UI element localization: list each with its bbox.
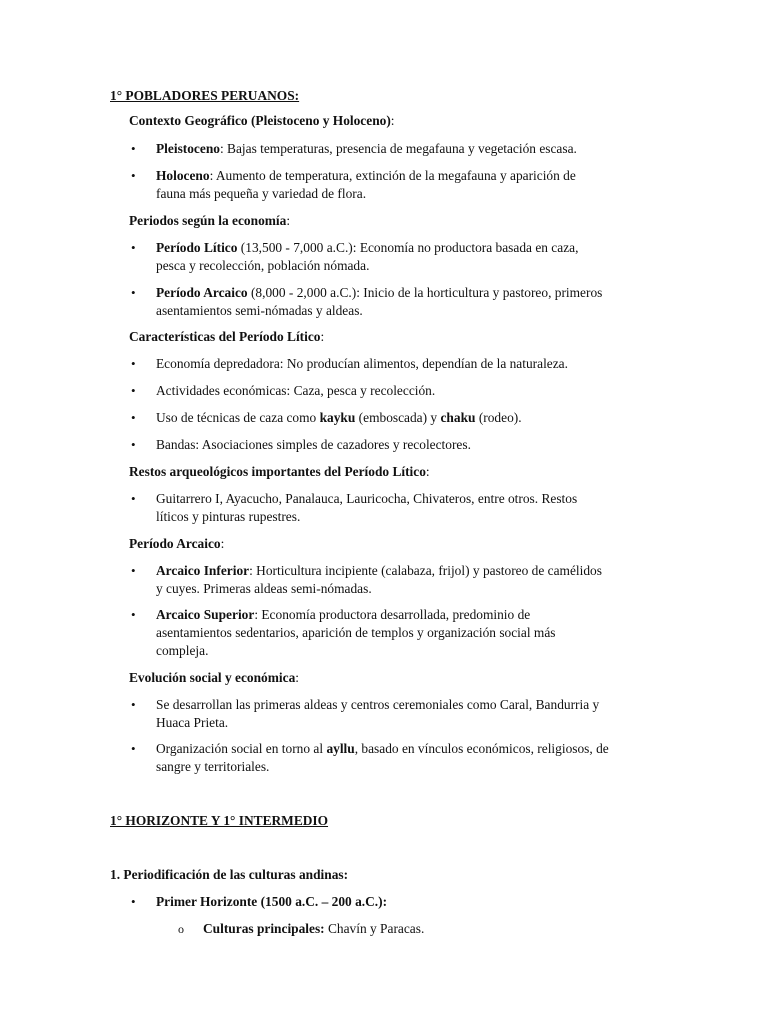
item-text: Chavín y Paracas.	[324, 921, 425, 936]
list-item-continuation: sangre y territoriales.	[156, 759, 270, 774]
list-item-continuation: Huaca Prieta.	[156, 715, 229, 730]
section-title: 1° HORIZONTE Y 1° INTERMEDIO	[110, 813, 329, 828]
heading-colon: :	[295, 670, 299, 685]
item-text: Economía depredadora: No producían alimentos, dependían de la naturaleza.	[156, 356, 568, 371]
heading-text: Periodos según la economía	[129, 213, 287, 228]
list-item	[131, 239, 579, 257]
heading-colon: :	[390, 113, 395, 128]
item-text: Organización social en torno al	[156, 741, 327, 756]
bullet-icon: •	[131, 141, 136, 156]
heading-text: Contexto Geográfico (Pleistoceno y Holoceno)	[129, 113, 391, 128]
item-text: , basado en vínculos económicos, religiosos, de	[354, 741, 609, 756]
bullet-icon: •	[131, 168, 136, 183]
item-bold: kayku	[319, 410, 356, 425]
bullet-icon: •	[131, 410, 136, 425]
list-item	[131, 490, 578, 508]
section-title: 1° POBLADORES PERUANOS:	[110, 88, 300, 103]
item-text: : Bajas temperaturas, presencia de megafauna y vegetación escasa.	[219, 141, 577, 156]
item-text: (13,500 - 7,000 a.C.): Economía no productora basada en caza,	[237, 240, 579, 255]
list-item-continuation: compleja.	[156, 643, 209, 658]
bullet-icon: •	[131, 563, 136, 578]
list-item	[131, 562, 602, 580]
heading-colon: :	[425, 464, 430, 479]
item-bold: Período Lítico	[156, 240, 238, 255]
subsection-heading	[129, 112, 395, 130]
item-text: Uso de técnicas de caza como	[156, 410, 320, 425]
list-item	[131, 409, 522, 427]
subsection-heading	[129, 463, 430, 481]
heading-text: Restos arqueológicos importantes del Período Lítico	[129, 464, 426, 479]
list-item-continuation: asentamientos semi-nómadas y aldeas.	[156, 303, 363, 318]
item-bold: Pleistoceno	[156, 141, 220, 156]
item-text: : Aumento de temperatura, extinción de la megafauna y aparición de	[209, 168, 576, 183]
heading-colon: :	[320, 329, 325, 344]
list-item	[131, 284, 603, 302]
item-bold: Culturas principales:	[203, 921, 325, 936]
subsection-heading	[129, 535, 224, 553]
bullet-icon: •	[131, 356, 136, 371]
item-text: : Economía productora desarrollada, predominio de	[254, 607, 531, 622]
list-item	[131, 140, 577, 158]
numbered-heading: 1. Periodificación de las culturas andinas:	[110, 867, 349, 882]
item-text: Actividades económicas: Caza, pesca y recolección.	[156, 383, 436, 398]
list-item	[131, 436, 471, 454]
item-bold: Período Arcaico	[156, 285, 248, 300]
bullet-icon: •	[131, 240, 136, 255]
item-text: (emboscada) y	[355, 410, 441, 425]
list-item	[131, 740, 609, 758]
bullet-icon: •	[131, 491, 136, 506]
heading-text: Evolución social y económica	[129, 670, 296, 685]
bullet-icon: •	[131, 383, 136, 398]
list-item	[131, 382, 436, 400]
item-text: (8,000 - 2,000 a.C.): Inicio de la horticultura y pastoreo, primeros	[247, 285, 603, 300]
heading-text: Período Arcaico	[129, 536, 221, 551]
item-bold: chaku	[440, 410, 476, 425]
subsection-heading	[129, 669, 299, 687]
item-text: (rodeo).	[475, 410, 522, 425]
list-item	[131, 606, 531, 624]
list-item-continuation: pesca y recolección, población nómada.	[156, 258, 370, 273]
heading-colon: :	[220, 536, 225, 551]
bullet-icon: •	[131, 741, 136, 756]
list-item-continuation: asentamientos sedentarios, aparición de templos y organización social más	[156, 625, 556, 640]
list-item	[131, 355, 568, 373]
bullet-icon: •	[131, 894, 136, 909]
item-text: Guitarrero I, Ayacucho, Panalauca, Lauricocha, Chivateros, entre otros. Restos	[156, 491, 578, 506]
item-bold: Primer Horizonte (1500 a.C. – 200 a.C.):	[156, 894, 388, 909]
item-text: Bandas: Asociaciones simples de cazadores y recolectores.	[156, 437, 471, 452]
item-bold: ayllu	[326, 741, 355, 756]
item-text: : Horticultura incipiente (calabaza, frijol) y pastoreo de camélidos	[249, 563, 602, 578]
circle-bullet-icon: o	[178, 922, 184, 936]
bullet-icon: •	[131, 285, 136, 300]
list-item-continuation: líticos y pinturas rupestres.	[156, 509, 301, 524]
bullet-icon: •	[131, 607, 136, 622]
list-item	[131, 167, 576, 185]
heading-colon: :	[286, 213, 291, 228]
item-bold: Arcaico Inferior	[156, 563, 250, 578]
subsection-heading	[129, 328, 324, 346]
heading-text: Características del Período Lítico	[129, 329, 321, 344]
bullet-icon: •	[131, 697, 136, 712]
item-text: Se desarrollan las primeras aldeas y centros ceremoniales como Caral, Bandurria y	[156, 697, 600, 712]
item-bold: Holoceno	[156, 168, 210, 183]
subsection-heading	[129, 212, 290, 230]
item-bold: Arcaico Superior	[156, 607, 255, 622]
list-item	[131, 696, 600, 714]
list-item-continuation: fauna más pequeña y variedad de flora.	[156, 186, 367, 201]
list-item-continuation: y cuyes. Primeras aldeas semi-nómadas.	[156, 581, 372, 596]
list-item	[131, 893, 388, 911]
sub-list-item	[178, 920, 425, 938]
bullet-icon: •	[131, 437, 136, 452]
